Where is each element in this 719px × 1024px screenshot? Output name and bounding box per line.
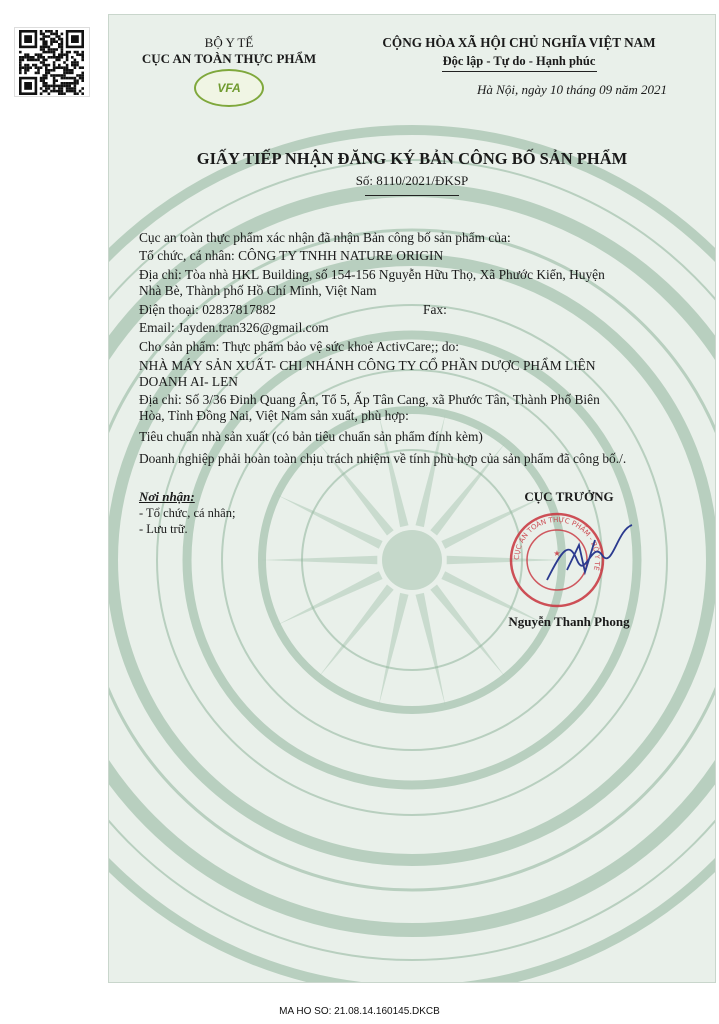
manufacturer-address-2: Hòa, Tỉnh Đồng Nai, Việt Nam sản xuất, phù hợp: [139, 408, 409, 423]
manufacturer-address-1: Địa chỉ: Số 3/36 Đinh Quang Ân, Tổ 5, Ấp Tân Cang, xã Phước Tân, Thành Phố Biên [139, 392, 600, 407]
responsibility-line: Doanh nghiệp phải hoàn toàn chịu trách nhiệm về tính phù hợp của sản phẩm đã công bố./. [139, 451, 627, 466]
address-line-2: Nhà Bè, Thành phố Hồ Chí Minh, Việt Nam [139, 283, 377, 298]
signer-role: CỤC TRƯỞNG [524, 489, 614, 504]
official-stamp [507, 510, 637, 610]
recipient-item: - Tổ chức, cá nhân; [139, 506, 236, 520]
ministry-name: BỘ Y TẾ [204, 35, 254, 50]
dossier-code: MA HO SO: 21.08.14.160145.DKCB [279, 1006, 440, 1017]
svg-text:★: ★ [553, 549, 561, 558]
country-name: CỘNG HÒA XÃ HỘI CHỦ NGHĨA VIỆT NAM [382, 35, 656, 50]
intro-text: Cục an toàn thực phẩm xác nhận đã nhận Bản công bố sản phẩm của: [139, 230, 511, 245]
agency-name: CỤC AN TOÀN THỰC PHẨM [141, 51, 317, 66]
address-line-1: Địa chỉ: Tòa nhà HKL Building, số 154-156 Nguyễn Hữu Thọ, Xã Phước Kiển, Huyện [139, 267, 605, 282]
drum-star-ray [379, 593, 409, 706]
organization-line: Tổ chức, cá nhân: CÔNG TY TNHH NATURE ORIGIN [139, 248, 444, 263]
qr-code [14, 27, 90, 97]
national-motto: Độc lập - Tự do - Hạnh phúc [442, 54, 596, 68]
title-underline [365, 195, 459, 196]
recipients-heading: Nơi nhận: [139, 489, 195, 504]
stamp-text: CỤC AN TOÀN THỰC PHẨM - BỘ Y TẾ [512, 515, 602, 572]
product-line: Cho sản phẩm: Thực phẩm bảo vệ sức khoẻ ActivCare;; do: [139, 339, 459, 354]
document-title: GIẤY TIẾP NHẬN ĐĂNG KÝ BẢN CÔNG BỐ SẢN PHẨM [196, 149, 628, 168]
certificate-sheet [108, 14, 716, 983]
vfa-logo [194, 69, 264, 107]
signer-name: Nguyễn Thanh Phong [508, 614, 630, 629]
drum-star-ray [416, 593, 446, 706]
motto-underline [442, 71, 597, 72]
manufacturer-line-2: DOANH AI- LEN [139, 374, 238, 389]
fax-line: Fax: [423, 302, 447, 317]
drum-star-ray [262, 556, 377, 565]
standard-line: Tiêu chuẩn nhà sản xuất (có bản tiêu chuẩn sản phẩm đính kèm) [139, 429, 483, 444]
manufacturer-line-1: NHÀ MÁY SẢN XUẤT- CHI NHÁNH CÔNG TY CỔ PHẦN DƯỢC PHẨM LIÊN [139, 358, 596, 373]
phone-line: Điện thoại: 02837817882 [139, 302, 276, 317]
place-date: Hà Nội, ngày 10 tháng 09 năm 2021 [477, 82, 667, 97]
document-number: Số: 8110/2021/ĐKSP [355, 173, 469, 188]
email-line: Email: Jayden.tran326@gmail.com [139, 320, 329, 335]
recipient-item: - Lưu trữ. [139, 522, 188, 536]
vfa-logo-text: VFA [217, 81, 241, 95]
